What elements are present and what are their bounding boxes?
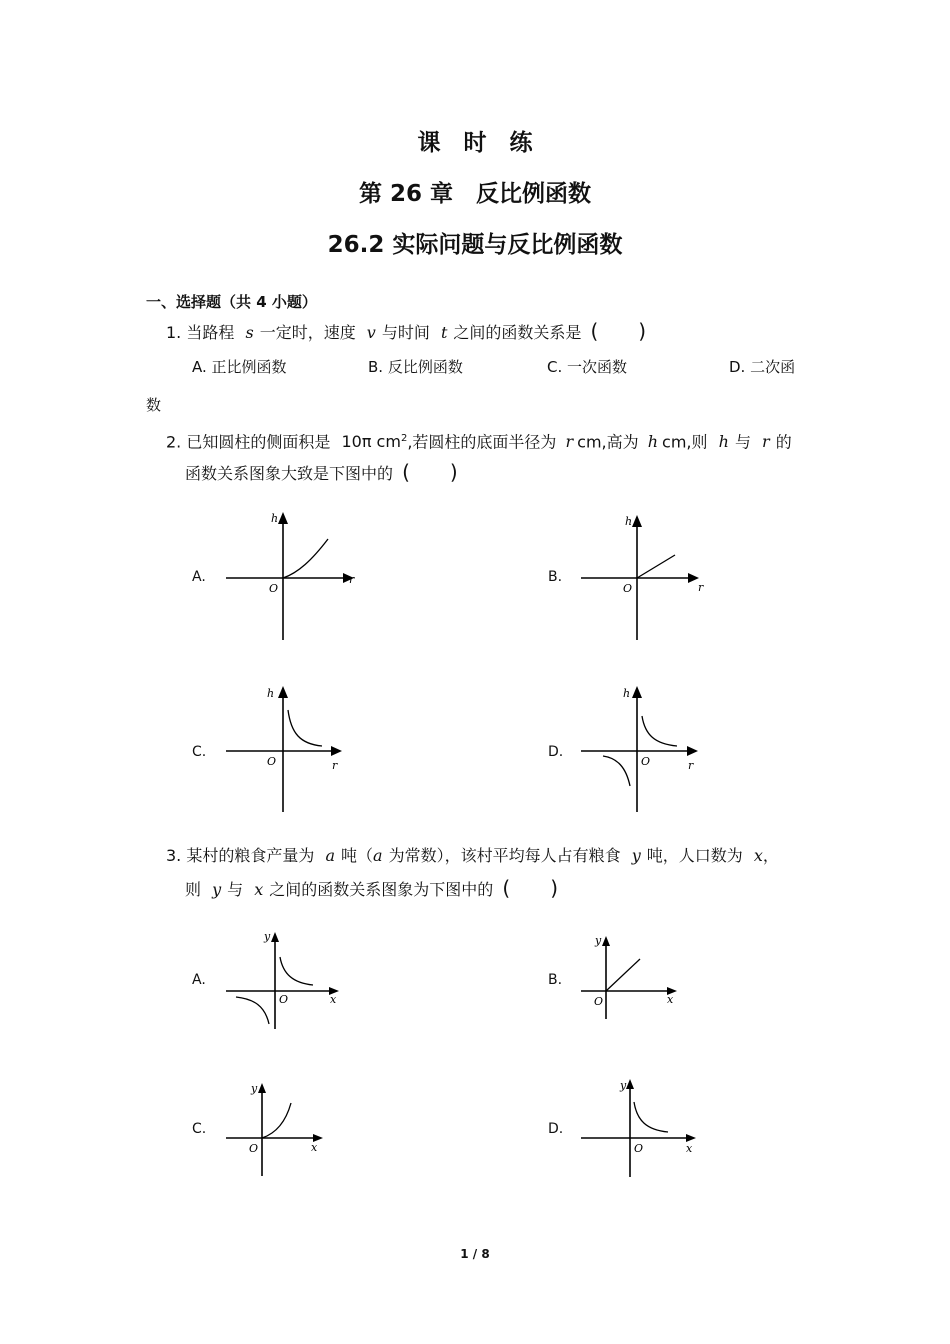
- y-axis-label: h: [267, 687, 275, 700]
- x-axis-label: r: [698, 581, 704, 594]
- y-axis-label: y: [264, 930, 271, 943]
- question-3: 3. 某村的粮食产量为 a 吨（a 为常数），该村平均每人占有粮食 y 吨，人口数为 x，: [166, 846, 779, 865]
- q1-option-b: B. 反比例函数: [368, 358, 463, 376]
- origin-label: O: [279, 993, 289, 1006]
- curve: [634, 1102, 668, 1132]
- origin-label: O: [269, 582, 279, 595]
- q3-graph-c-label: C.: [192, 1121, 207, 1137]
- x-axis-label: x: [667, 993, 674, 1006]
- q1-option-d: D. 二次函: [729, 358, 796, 376]
- chapter-title: 第 26 章 反比例函数: [358, 181, 592, 207]
- section-title: 26.2 实际问题与反比例函数: [327, 232, 623, 258]
- x-axis-label: x: [311, 1141, 318, 1154]
- q2-graph-c-label: C.: [192, 744, 207, 760]
- x-axis-label: r: [349, 573, 355, 586]
- y-axis-label: h: [623, 687, 631, 700]
- origin-label: O: [623, 582, 633, 595]
- q3-graph-a-label: A.: [192, 972, 206, 988]
- answer-paren: ( ): [590, 319, 647, 343]
- q2-graph-d-label: D.: [548, 744, 564, 760]
- q1-option-d-wrap: 数: [146, 396, 162, 414]
- q3-graph-d-label: D.: [548, 1121, 564, 1137]
- question-2: 2. 已知圆柱的侧面积是 10π $cm^2$,若圆柱的底面半径为 r cm,高为 h cm,则 h 与 r 的: [166, 432, 792, 452]
- q3-number: 3.: [166, 846, 182, 865]
- y-axis-label: y: [595, 934, 602, 947]
- origin-label: O: [634, 1142, 644, 1155]
- answer-paren: ( ): [402, 460, 458, 484]
- q1-option-a: A. 正比例函数: [192, 358, 287, 376]
- page-number: 1 / 8: [460, 1247, 490, 1261]
- origin-label: O: [641, 755, 651, 768]
- x-axis-label: r: [688, 759, 694, 772]
- question-2-line2: 函数关系图象大致是下图中的 ( ): [185, 460, 458, 484]
- y-axis-label: h: [271, 512, 279, 525]
- q2-graph-b-label: B.: [548, 569, 563, 585]
- question-3-line2: 则 y 与 x 之间的函数关系图象为下图中的 ( ): [185, 876, 559, 900]
- y-axis-label: y: [251, 1082, 258, 1095]
- q3-graph-b-label: B.: [548, 972, 563, 988]
- q2-graph-a-label: A.: [192, 569, 206, 585]
- x-axis-label: r: [332, 759, 338, 772]
- y-axis-label: h: [625, 515, 633, 528]
- y-axis-label: y: [620, 1079, 627, 1092]
- origin-label: O: [267, 755, 277, 768]
- origin-label: O: [249, 1142, 259, 1155]
- x-axis-label: x: [330, 993, 337, 1006]
- origin-label: O: [594, 995, 604, 1008]
- x-axis-arrow: [686, 1134, 696, 1142]
- answer-paren: ( ): [502, 876, 559, 900]
- q1-option-c: C. 一次函数: [547, 358, 628, 376]
- part-heading: 一、选择题（共 4 小题）: [146, 293, 317, 311]
- q1-number: 1.: [166, 323, 182, 342]
- page-title: 课 时 练: [417, 130, 533, 156]
- y-axis-arrow: [626, 1079, 634, 1089]
- question-1: 1. 当路程 s 一定时，速度 v 与时间 t 之间的函数关系是 ( ): [166, 319, 647, 343]
- q2-number: 2.: [166, 432, 182, 452]
- x-axis-label: x: [686, 1142, 693, 1155]
